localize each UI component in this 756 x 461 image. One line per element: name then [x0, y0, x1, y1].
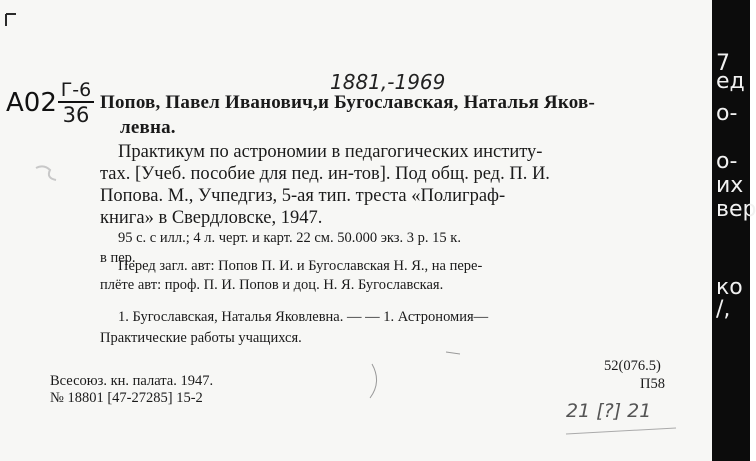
heading-line-1: Попов, Павел Иванович,и Бугославская, Наталья Яков- — [100, 92, 595, 113]
body-line-1: Практикум по астрономии в педагогических институ- — [118, 142, 543, 162]
heading-line-2: левна. — [120, 117, 176, 138]
collation-line-2: в пер. — [100, 250, 136, 266]
tracing-line-1: 1. Бугославская, Наталья Яковлевна. — — 1. Астрономия— — [118, 309, 489, 325]
edge-fragment-4: о- — [716, 149, 738, 174]
edge-fragment-8: /, — [716, 297, 731, 322]
call-number-numerator: Г-6 — [60, 79, 92, 101]
underline-stroke — [566, 428, 676, 434]
edge-fragment-5: их — [716, 173, 744, 198]
call-number-denominator: 36 — [62, 103, 90, 127]
faint-smudge — [36, 166, 56, 180]
edge-fragment-3: о- — [716, 101, 738, 126]
call-number-prefix: А02 — [6, 88, 57, 118]
class-number: 52(076.5) — [604, 358, 661, 374]
collation-line-1: 95 с. с илл.; 4 л. черт. и карт. 22 см. 50.000 экз. 3 р. 15 к. — [118, 230, 461, 246]
edge-fragment-7: ко — [716, 275, 743, 300]
publisher-line-2: № 18801 [47-27285] 15-2 — [50, 390, 203, 406]
author-mark: П58 — [640, 376, 665, 392]
stamp-arc — [370, 364, 377, 398]
note-line-1: Перед загл. авт: Попов П. И. и Бугославская Н. Я., на пере- — [118, 258, 483, 274]
tracing-line-2: Практические работы учащихся. — [100, 330, 302, 346]
note-line-2: плёте авт: проф. П. И. Попов и доц. Н. Я. Бугославская. — [100, 277, 444, 293]
stray-stroke — [446, 352, 460, 354]
body-line-3: Попова. М., Учпедгиз, 5-ая тип. треста «Полиграф- — [100, 186, 506, 206]
handwritten-bottom-note: 21 [?] 21 — [566, 400, 652, 422]
edge-fragment-2: ед — [716, 69, 745, 94]
body-line-4: книга» в Свердловске, 1947. — [100, 208, 323, 228]
edge-fragment-6: вер — [716, 197, 756, 222]
handwritten-years: 1881,-1969 — [330, 70, 446, 94]
publisher-line-1: Всесоюз. кн. палата. 1947. — [50, 373, 214, 389]
body-line-2: тах. [Учеб. пособие для пед. ин-тов]. Под общ. ред. П. И. — [100, 164, 550, 184]
adjacent-card-edge — [712, 0, 756, 461]
edge-fragment-1: 7 — [716, 51, 730, 76]
top-left-corner-mark — [6, 14, 16, 26]
